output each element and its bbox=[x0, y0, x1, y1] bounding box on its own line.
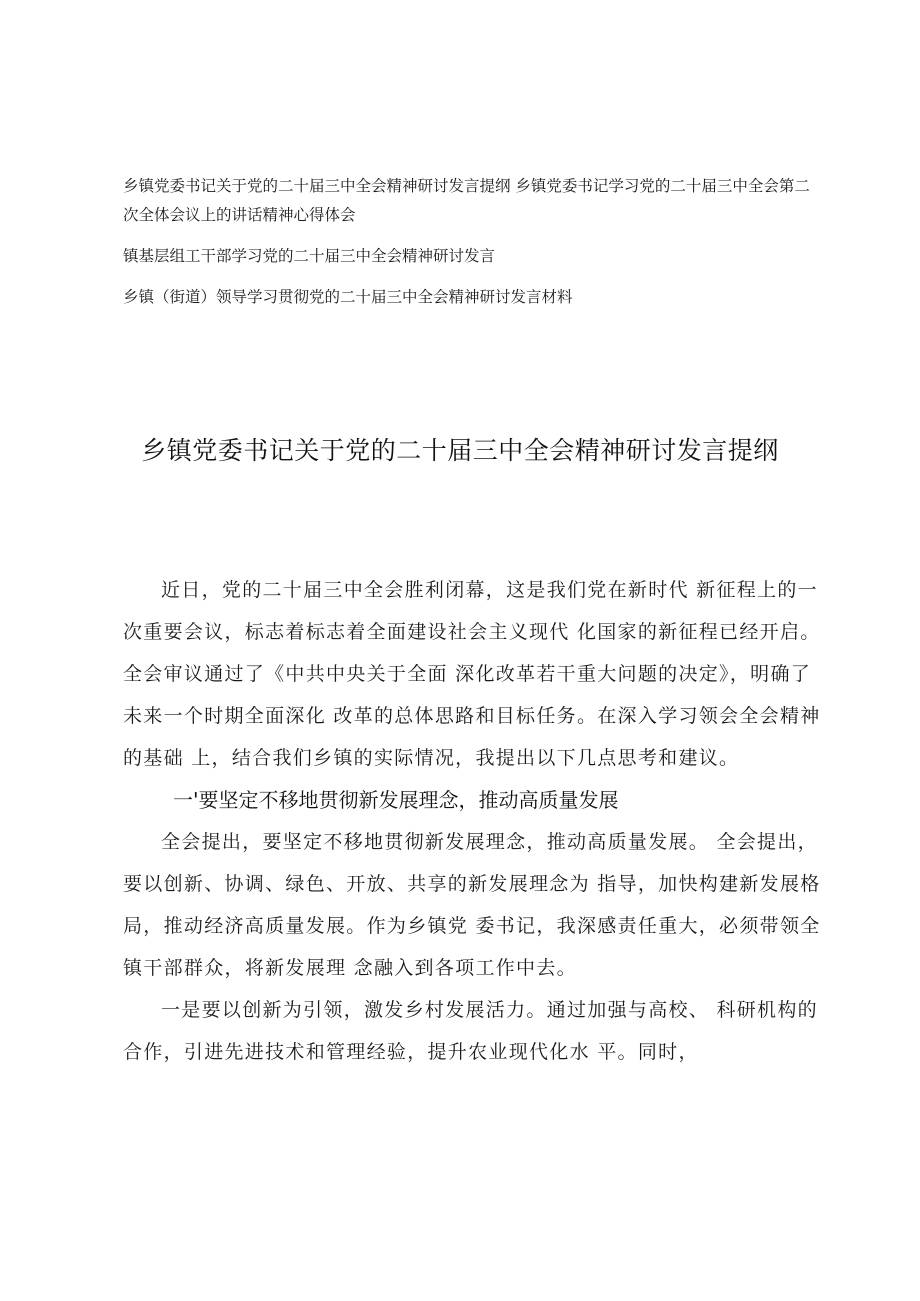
toc-item-2: 镇基层组工干部学习党的二十届三中全会精神研讨发言 bbox=[123, 247, 496, 265]
section-1-heading: 一'要坚定不移地贯彻新发展理念，推动高质量发展 bbox=[173, 788, 619, 812]
section-1-paragraph-2: 一是要以创新为引领，激发乡村发展活力。通过加强与高校、 科研机构的合作，引进先进技术和管理经验，提升农业现代化水 平。同时， bbox=[123, 999, 818, 1063]
intro-paragraph: 近日，党的二十届三中全会胜利闭幕，这是我们党在新时代 新征程上的一次重要会议，标志着标志着全面建设社会主义现代 化国家的新征程已经开启。全会审议通过了《中共中央关于全面 深化改革若干重大问题的决定》，明确了未来一个时期全面深化 改革的总体思路和目标任务。在深入学习领会全会精神的基础 上，结合我们乡镇的实际情况，我提出以下几点思考和建议。 bbox=[123, 579, 821, 769]
document-body bbox=[123, 569, 825, 1073]
table-of-contents bbox=[123, 172, 823, 324]
toc-item-1: 乡镇党委书记关于党的二十届三中全会精神研讨发言提纲 乡镇党委书记学习党的二十届三中全会第二次全体会议上的讲话精神心得体会 bbox=[123, 177, 810, 224]
toc-item-3: 乡镇（街道）领导学习贯彻党的二十届三中全会精神研讨发言材料 bbox=[123, 288, 573, 306]
section-1-paragraph-1: 全会提出，要坚定不移地贯彻新发展理念，推动高质量发展。 全会提出，要以创新、协调、绿色、开放、共享的新发展理念为 指导，加快构建新发展格局，推动经济高质量发展。作为乡镇党 委书记，我深感责任重大，必须带领全镇干部群众，将新发展理 念融入到各项工作中去。 bbox=[123, 831, 821, 979]
document-title: 乡镇党委书记关于党的二十届三中全会精神研讨发言提纲 bbox=[141, 436, 779, 465]
